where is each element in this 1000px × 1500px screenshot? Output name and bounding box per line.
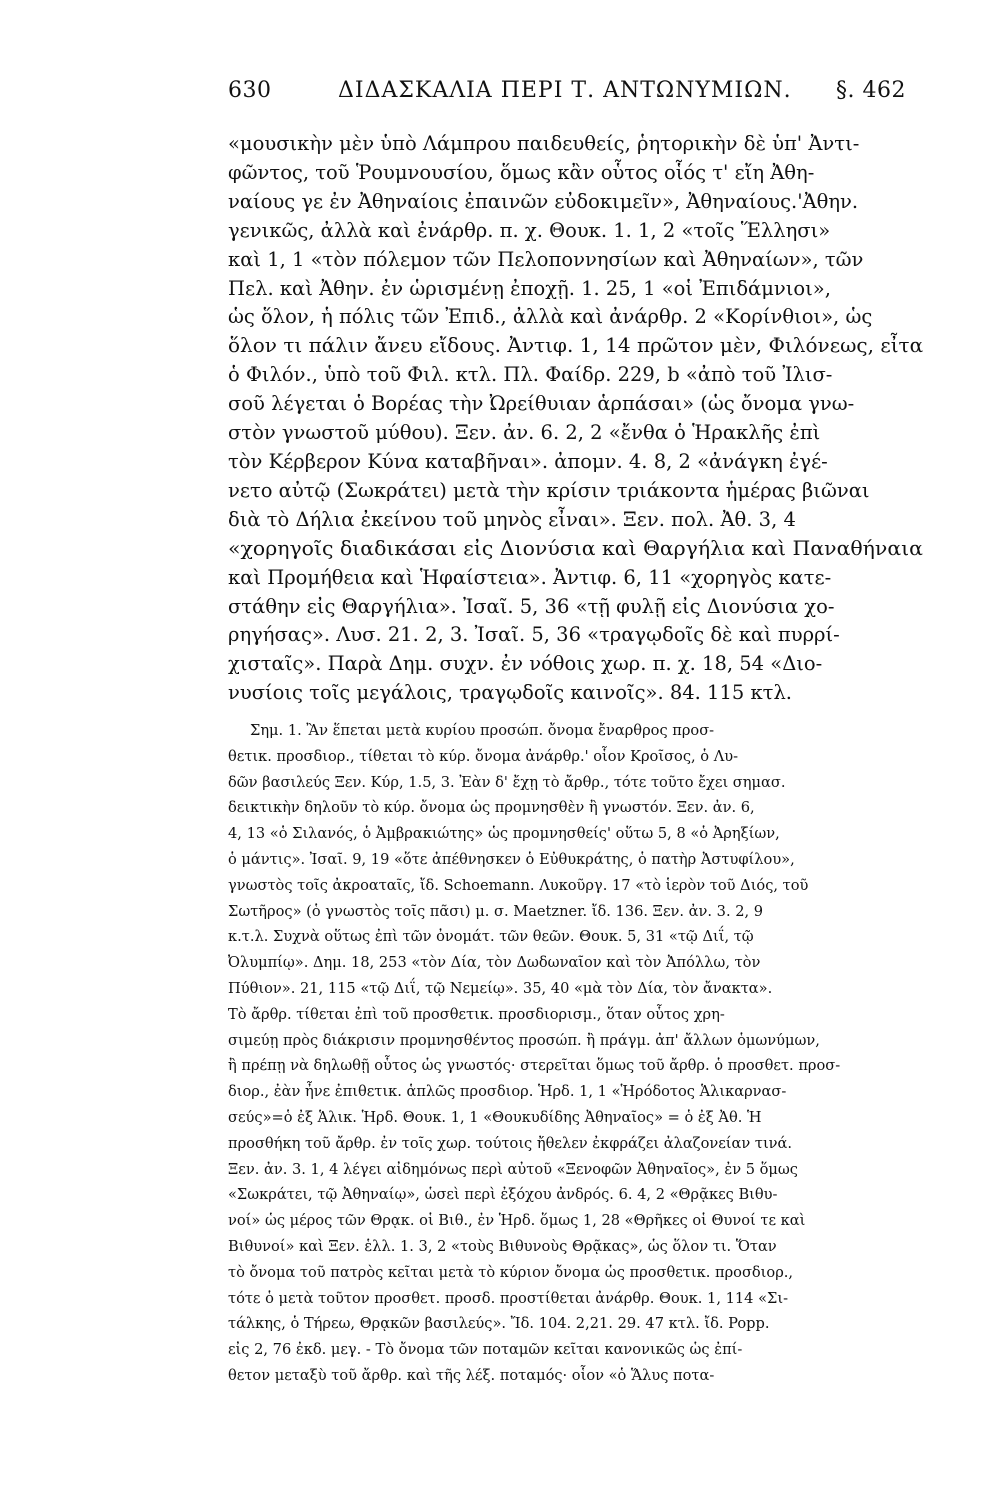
page-number: 630 — [228, 78, 272, 103]
footnote-line: θετον μεταξὺ τοῦ ἄρθρ. καὶ τῆς λέξ. ποταμός· οἷον «ὁ Ἅλυς ποτα- — [228, 1366, 715, 1384]
footnote-line: Σημ. 1. Ἂν ἕπεται μετὰ κυρίου προσώπ. ὄνομα ἔναρθρος προσ- — [250, 722, 715, 739]
main-text-line: στὸν γνωστοῦ μύθου). Ξεν. ἀν. 6. 2, 2 «ἔνθα ὁ Ἡρακλῆς ἐπὶ — [228, 421, 821, 445]
main-text-line: ναίους γε ἐν Ἀθηναίοις ἐπαινῶν εὐδοκιμεῖν», Ἀθηναίους.'Ἀθην. — [228, 189, 859, 213]
main-text-line: καὶ Προμήθεια καὶ Ἡφαίστεια». Ἀντιφ. 6, 11 «χορηγὸς κατε- — [228, 565, 832, 589]
main-text-line: χισταῖς». Παρὰ Δημ. συχν. ἐν νόθοις χωρ. π. χ. 18, 54 «Διο- — [228, 652, 823, 676]
main-text-line: «μουσικὴν μὲν ὑπὸ Λάμπρου παιδευθείς, ῥητορικὴν δὲ ὑπ' Ἀντι- — [228, 132, 860, 155]
main-text-line: τὸν Κέρβερον Κύνα καταβῆναι». ἀπομν. 4. 8, 2 «ἀνάγκη ἐγέ- — [228, 449, 828, 473]
main-text-line: γενικῶς, ἀλλὰ καὶ ἐνάρθρ. π. χ. Θουκ. 1. 1, 2 «τοῖς Ἕλλησι» — [228, 218, 831, 242]
footnote-line: κ.τ.λ. Συχνὰ οὕτως ἐπὶ τῶν ὀνομάτ. τῶν θεῶν. Θουκ. 5, 31 «τῷ Διΐ, τῷ — [228, 928, 754, 946]
footnote-line: Πύθιον». 21, 115 «τῷ Διΐ, τῷ Νεμείῳ». 35, 40 «μὰ τὸν Δία, τὸν ἄνακτα». — [228, 979, 773, 997]
main-text-line: καὶ 1, 1 «τὸν πόλεμον τῶν Πελοποννησίων καὶ Ἀθηναίων», τῶν — [228, 247, 864, 271]
footnote-line: δεικτικὴν δηλοῦν τὸ κύρ. ὄνομα ὡς προμνησθὲν ἢ γνωστόν. Ξεν. ἀν. 6, — [228, 799, 755, 817]
footnote-line: Βιθυνοί» καὶ Ξεν. ἑλλ. 1. 3, 2 «τοὺς Βιθυνοὺς Θρᾷκας», ὡς ὅλον τι. Ὅταν — [228, 1237, 777, 1255]
footnote-line: θετικ. προσδιορ., τίθεται τὸ κύρ. ὄνομα ἀνάρθρ.' οἷον Κροῖσος, ὁ Λυ- — [228, 747, 739, 765]
main-text-line: ρηγήσας». Λυσ. 21. 2, 3. Ἰσαῖ. 5, 36 «τραγῳδοῖς δὲ καὶ πυρρί- — [228, 623, 840, 647]
footnote-block — [228, 718, 923, 1389]
footnote-line: εἰς 2, 76 ἐκδ. μεγ. - Τὸ ὄνομα τῶν ποταμῶν κεῖται κανονικῶς ὡς ἐπί- — [228, 1341, 743, 1359]
footnote-line: δῶν βασιλεύς Ξεν. Κύρ, 1.5, 3. Ἐὰν δ' ἔχῃ τὸ ἄρθρ., τότε τοῦτο ἔχει σημασ. — [228, 773, 786, 791]
main-text-line: ὁ Φιλόν., ὑπὸ τοῦ Φιλ. κτλ. Πλ. Φαίδρ. 229, b «ἀπὸ τοῦ Ἰλισ- — [228, 363, 833, 387]
footnote-line: τότε ὁ μετὰ τοῦτον προσθετ. προσδ. προστίθεται ἀνάρθρ. Θουκ. 1, 114 «Σι- — [228, 1289, 789, 1307]
main-text-line: ὅλον τι πάλιν ἄνευ εἴδους. Ἀντιφ. 1, 14 πρῶτον μὲν, Φιλόνεως, εἶτα — [228, 334, 924, 358]
footnote-line: Σωτῆρος» (ὁ γνωστὸς τοῖς πᾶσι) μ. σ. Maetzner. ἴδ. 136. Ξεν. ἀν. 3. 2, 9 — [228, 902, 764, 920]
footnote-line: ἢ πρέπῃ νὰ δηλωθῇ οὗτος ὡς γνωστός· στερεῖται ὅμως τοῦ ἄρθρ. ὁ προσθετ. προσ- — [228, 1057, 841, 1075]
main-text-line: σοῦ λέγεται ὁ Βορέας τὴν Ὠρείθυιαν ἁρπάσαι» (ὡς ὄνομα γνω- — [228, 392, 855, 416]
main-text-line: «χορηγοῖς διαδικάσαι εἰς Διονύσια καὶ Θαργήλια καὶ Παναθήναια — [228, 536, 923, 560]
main-text-line: νετο αὐτῷ (Σωκράτει) μετὰ τὴν κρίσιν τριάκοντα ἡμέρας βιῶναι — [228, 478, 870, 502]
main-text-line: ὡς ὅλον, ἡ πόλις τῶν Ἐπιδ., ἀλλὰ καὶ ἀνάρθρ. 2 «Κορίνθιοι», ὡς — [228, 305, 873, 329]
footnote-line: διορ., ἐὰν ἦνε ἐπιθετικ. ἁπλῶς προσδιορ. Ἡρδ. 1, 1 «Ἡρόδοτος Ἁλικαρνασ- — [228, 1083, 787, 1101]
footnote-line: σιμεύῃ πρὸς διάκρισιν προμνησθέντος προσώπ. ἢ πράγμ. ἀπ' ἄλλων ὁμωνύμων, — [228, 1031, 820, 1049]
footnote-line: νοί» ὡς μέρος τῶν Θρᾳκ. οἱ Βιθ., ἐν Ἡρδ. ὅμως 1, 28 «Θρῆκες οἱ Θυνοί τε καὶ — [228, 1212, 806, 1230]
footnote-line: γνωστὸς τοῖς ἀκροαταῖς, ἴδ. Schoemann. Λυκοῦργ. 17 «τὸ ἱερὸν τοῦ Διός, τοῦ — [228, 876, 809, 894]
running-header — [228, 78, 918, 114]
main-text-block — [228, 130, 923, 708]
footnote-line: τὸ ὄνομα τοῦ πατρὸς κεῖται μετὰ τὸ κύριον ὄνομα ὡς προσθετικ. προσδιορ., — [228, 1263, 794, 1281]
footnote-line: τάλκης, ὁ Τήρεω, Θρᾳκῶν βασιλεύς». Ἴδ. 104. 2,21. 29. 47 κτλ. ἴδ. Popp. — [228, 1315, 770, 1333]
section-number: §. 462 — [836, 78, 906, 103]
footnote-line: σεύς»=ὁ ἐξ Ἁλικ. Ἡρδ. Θουκ. 1, 1 «Θουκυδίδης Ἀθηναῖος» = ὁ ἐξ Ἀθ. Ἡ — [228, 1108, 762, 1126]
main-text-line: νυσίοις τοῖς μεγάλοις, τραγῳδοῖς καινοῖς». 84. 115 κτλ. — [228, 681, 792, 705]
footnote-line: «Σωκράτει, τῷ Ἀθηναίῳ», ὡσεὶ περὶ ἐξόχου ἀνδρός. 6. 4, 2 «Θρᾷκες Βιθυ- — [228, 1186, 778, 1204]
footnote-line: Ὀλυμπίῳ». Δημ. 18, 253 «τὸν Δία, τὸν Δωδωναῖον καὶ τὸν Ἀπόλλω, τὸν — [228, 954, 761, 972]
main-text-line: Πελ. καὶ Ἀθην. ἐν ὡρισμένῃ ἐποχῇ. 1. 25, 1 «οἱ Ἐπιδάμνιοι», — [228, 276, 831, 300]
footnote-line: προσθήκη τοῦ ἄρθρ. ἐν τοῖς χωρ. τούτοις ἤθελεν ἐκφράζει ἀλαζονείαν τινά. — [228, 1134, 793, 1152]
footnote-line: 4, 13 «ὁ Σιλανός, ὁ Ἀμβρακιώτης» ὡς προμνησθείς' οὕτω 5, 8 «ὁ Ἀρηξίων, — [228, 825, 780, 843]
main-text-line: φῶντος, τοῦ Ῥουμνουσίου, ὅμως κἂν οὗτος οἷός τ' εἴη Ἀθη- — [228, 160, 815, 184]
running-title: ΔΙΔΑΣΚΑΛΙΑ ΠΕΡΙ Τ. ΑΝΤΩΝΥΜΙΩΝ. — [338, 78, 792, 103]
footnote-line: Ξεν. ἀν. 3. 1, 4 λέγει αἰδημόνως περὶ αὐτοῦ «Ξενοφῶν Ἀθηναῖος», ἐν 5 ὅμως — [228, 1160, 798, 1178]
main-text-line: διὰ τὸ Δήλια ἐκείνου τοῦ μηνὸς εἶναι». Ξεν. πολ. Ἀθ. 3, 4 — [228, 507, 796, 531]
footnote-line: ὁ μάντις». Ἰσαῖ. 9, 19 «ὅτε ἀπέθνησκεν ὁ Εὐθυκράτης, ὁ πατὴρ Ἀστυφίλου», — [228, 850, 795, 868]
footnote-line: Τὸ ἄρθρ. τίθεται ἐπὶ τοῦ προσθετικ. προσδιορισμ., ὅταν οὗτος χρη- — [228, 1005, 725, 1023]
main-text-line: στάθην εἰς Θαργήλια». Ἰσαῖ. 5, 36 «τῇ φυλῇ εἰς Διονύσια χο- — [228, 594, 835, 618]
